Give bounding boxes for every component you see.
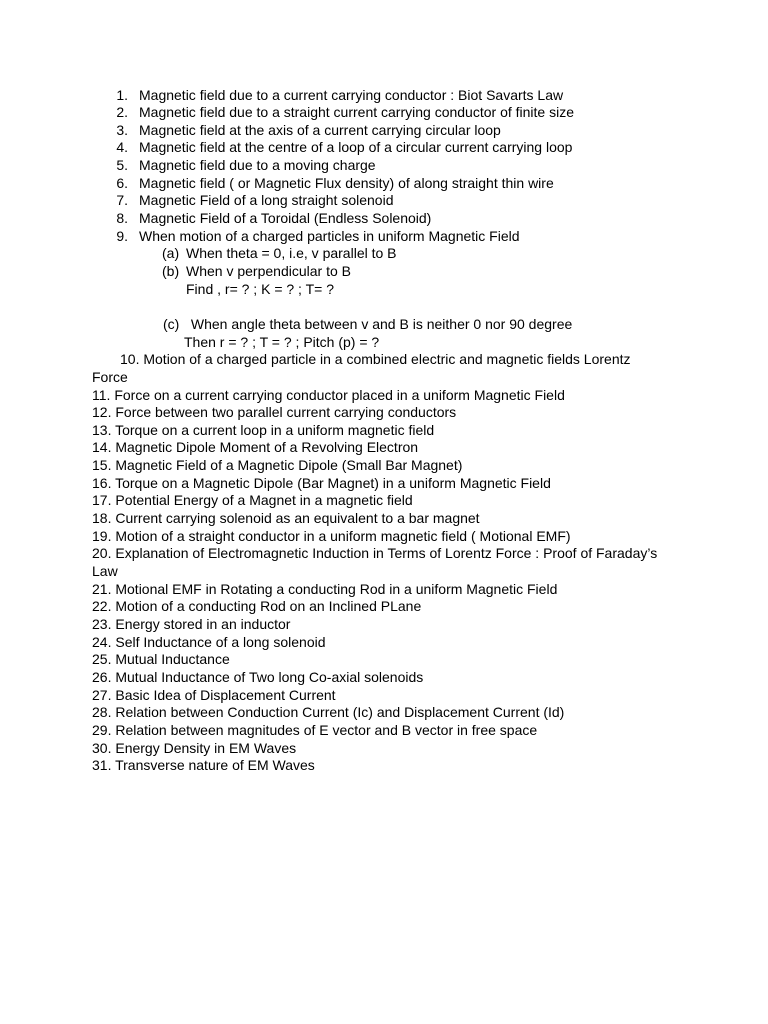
- list-item: 26. Mutual Inductance of Two long Co-axial solenoids: [92, 669, 424, 685]
- sub-item-b: (b) When v perpendicular to B: [162, 263, 351, 279]
- list-item: 15. Magnetic Field of a Magnetic Dipole (Small Bar Magnet): [92, 457, 463, 473]
- list-item-continuation: Force: [92, 369, 128, 385]
- list-item: 12. Force between two parallel current carrying conductors: [92, 404, 457, 420]
- list-item: 18. Current carrying solenoid as an equivalent to a bar magnet: [92, 510, 480, 526]
- list-item: 6. Magnetic field ( or Magnetic Flux density) of along straight thin wire: [116, 175, 554, 191]
- list-item: 10. Motion of a charged particle in a combined electric and magnetic fields Lorentz: [120, 351, 631, 367]
- list-item: 14. Magnetic Dipole Moment of a Revolving Electron: [92, 439, 419, 455]
- list-item: 13. Torque on a current loop in a uniform magnetic field: [92, 422, 435, 438]
- list-item: 30. Energy Density in EM Waves: [92, 740, 297, 756]
- list-item-continuation: Law: [92, 563, 118, 579]
- list-item: 11. Force on a current carrying conductor placed in a uniform Magnetic Field: [92, 387, 565, 403]
- sub-item-b-find: Find , r= ? ; K = ? ; T= ?: [186, 281, 334, 297]
- list-item: 20. Explanation of Electromagnetic Induction in Terms of Lorentz Force : Proof of Faraday’s: [92, 545, 658, 561]
- list-item: 29. Relation between magnitudes of E vector and B vector in free space: [92, 722, 538, 738]
- list-item: 9. When motion of a charged particles in uniform Magnetic Field: [116, 228, 520, 244]
- list-item: 5. Magnetic field due to a moving charge: [116, 157, 376, 173]
- list-item: 2. Magnetic field due to a straight current carrying conductor of finite size: [116, 104, 574, 120]
- list-item: 22. Motion of a conducting Rod on an Inclined PLane: [92, 598, 422, 614]
- sub-item-c: (c) When angle theta between v and B is neither 0 nor 90 degree: [163, 316, 573, 332]
- list-item: 17. Potential Energy of a Magnet in a magnetic field: [92, 492, 413, 508]
- sub-item-a: (a) When theta = 0, i.e, v parallel to B: [162, 245, 397, 261]
- sub-item-c-then: Then r = ? ; T = ? ; Pitch (p) = ?: [184, 334, 380, 350]
- list-item: 25. Mutual Inductance: [92, 651, 230, 667]
- list-item: 8. Magnetic Field of a Toroidal (Endless Solenoid): [116, 210, 432, 226]
- list-item: 24. Self Inductance of a long solenoid: [92, 634, 326, 650]
- list-item: 7. Magnetic Field of a long straight solenoid: [116, 192, 394, 208]
- list-item: 16. Torque on a Magnetic Dipole (Bar Magnet) in a uniform Magnetic Field: [92, 475, 551, 491]
- list-item: 3. Magnetic field at the axis of a current carrying circular loop: [116, 122, 501, 138]
- list-item: 23. Energy stored in an inductor: [92, 616, 291, 632]
- list-item: 4. Magnetic field at the centre of a loop of a circular current carrying loop: [116, 139, 573, 155]
- list-item: 1. Magnetic field due to a current carrying conductor : Biot Savarts Law: [116, 87, 564, 103]
- list-item: 31. Transverse nature of EM Waves: [92, 757, 315, 773]
- list-item: 19. Motion of a straight conductor in a uniform magnetic field ( Motional EMF): [92, 528, 571, 544]
- list-item: 28. Relation between Conduction Current (Ic) and Displacement Current (Id): [92, 704, 565, 720]
- list-item: 27. Basic Idea of Displacement Current: [92, 687, 336, 703]
- list-item: 21. Motional EMF in Rotating a conducting Rod in a uniform Magnetic Field: [92, 581, 558, 597]
